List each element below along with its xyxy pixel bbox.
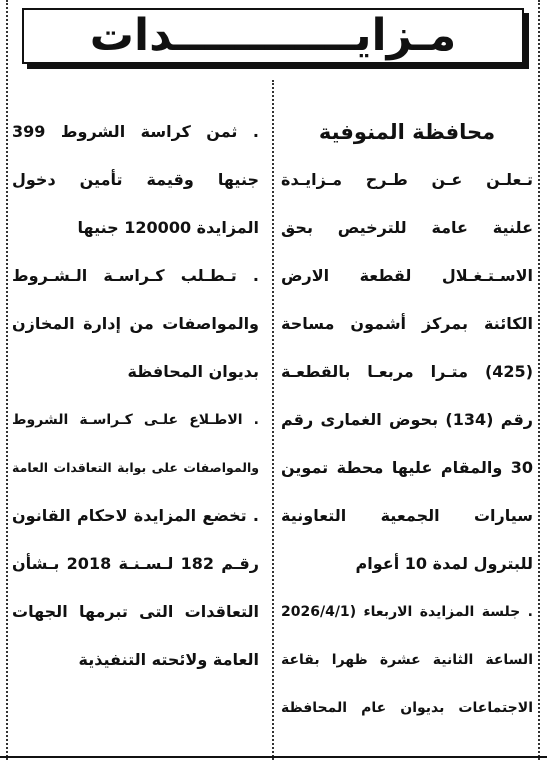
header-title: مـزايــــــــــــدات (89, 10, 457, 61)
text-line: الاسـتـغـلال لقطعة الارض (281, 266, 533, 285)
text-line: سيارات الجمعية التعاونية (281, 506, 533, 525)
text-line: علنية عامة للترخيص بحق (281, 218, 533, 237)
column-divider-dotted (272, 80, 274, 760)
text-line: الساعة الثانية عشرة ظهرا بقاعة (281, 652, 533, 668)
text-line: والمواصفات من إدارة المخازن (12, 314, 259, 333)
text-line: التعاقدات التى تبرمها الجهات (12, 602, 259, 621)
text-line: (425) متـرا مربعـا بالقطعـة (281, 362, 533, 381)
text-line: جنيها وقيمة تأمين دخول (12, 170, 259, 189)
text-line: رقم (134) بحوض الغمارى رقم (281, 410, 533, 429)
text-line: . الاطـلاع علـى كـراسـة الشروط (12, 412, 259, 428)
text-line: . ثمن كراسة الشروط 399 (12, 122, 259, 141)
text-line: العامة ولائحته التنفيذية (78, 650, 259, 669)
right-column (281, 108, 533, 732)
right-border-dotted (538, 0, 540, 760)
text-line: رقـم 182 لـسـنـة 2018 بـشأن (12, 554, 259, 573)
text-line: . جلسة المزايدة الاربعاء (2026/4/1 (281, 604, 533, 620)
text-line: بديوان المحافظة (127, 362, 259, 381)
text-line: 30 والمقام عليها محطة تموين (281, 458, 533, 477)
text-line: والمواصفات على بوابة التعاقدات العامة (12, 460, 259, 475)
text-line: الكائنة بمركز أشمون مساحة (281, 314, 533, 333)
governorate-title: محافظة المنوفية (318, 120, 496, 144)
text-line: للبترول لمدة 10 أعوام (355, 554, 533, 573)
left-column (12, 108, 259, 684)
bottom-rule (0, 756, 547, 758)
text-line: . تـطـلب كـراسـة الـشـروط (12, 266, 259, 285)
text-line: الاجتماعات بديوان عام المحافظة (281, 700, 533, 716)
left-border-dotted (6, 0, 8, 760)
text-line: المزايدة 120000 جنيها (77, 218, 259, 237)
header-box (22, 8, 524, 64)
text-line: . تخضع المزايدة لاحكام القانون (12, 506, 259, 525)
text-line: تـعلـن عـن طـرح مـزايـدة (281, 170, 533, 189)
